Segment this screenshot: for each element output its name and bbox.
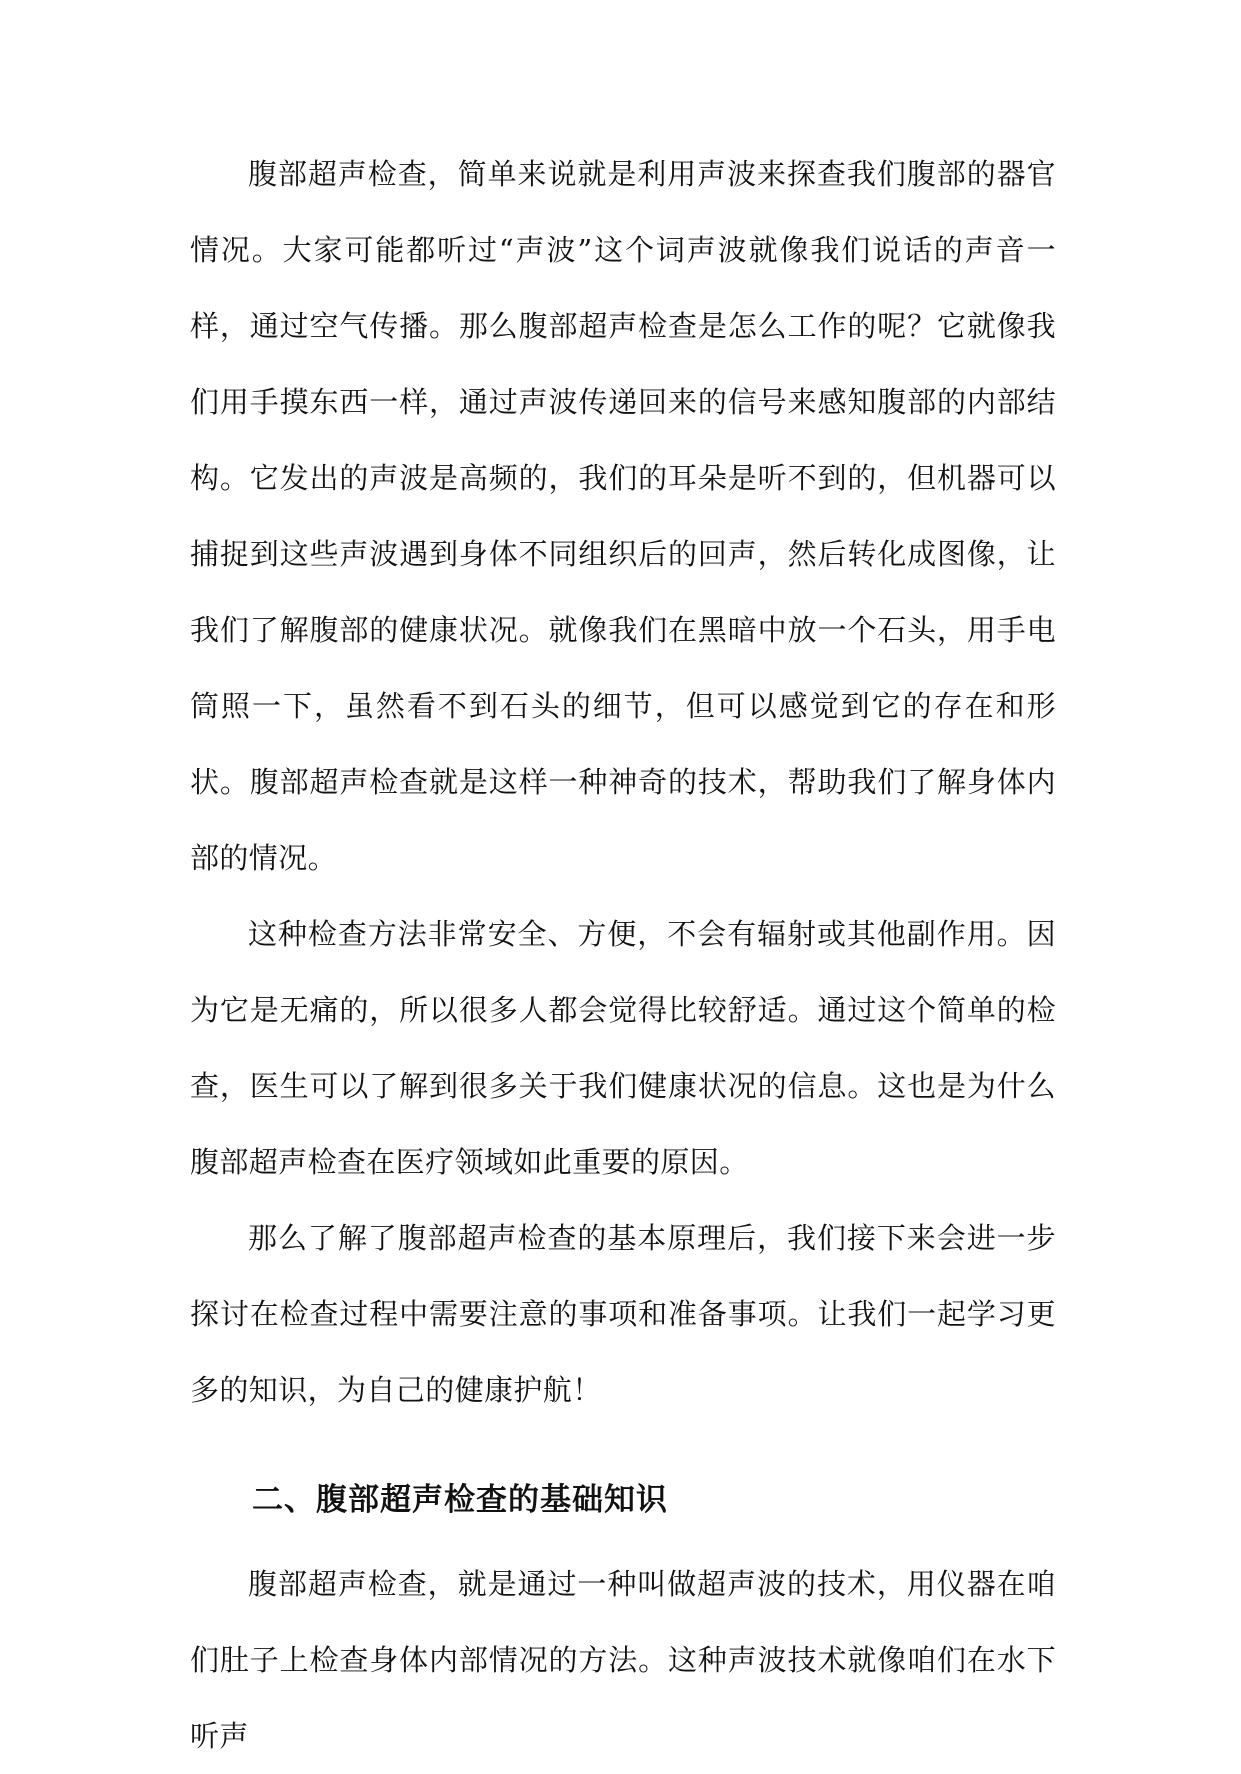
paragraph-intro-1: 腹部超声检查，简单来说就是利用声波来探查我们腹部的器官情况。大家可能都听过“声波”这个词声波就像我们说话的声音一样，通过空气传播。那么腹部超声检查是怎么工作的呢？它就像我们用手摸东西一样，通过声波传递回来的信号来感知腹部的内部结构。它发出的声波是高频的，我们的耳朵是听不到的，但机器可以捕捉到这些声波遇到身体不同组织后的回声，然后转化成图像，让我们了解腹部的健康状况。就像我们在黑暗中放一个石头，用手电筒照一下，虽然看不到石头的细节，但可以感觉到它的存在和形状。腹部超声检查就是这样一种神奇的技术，帮助我们了解身体内部的情况。 bbox=[190, 157, 1056, 875]
paragraph-intro-3: 那么了解了腹部超声检查的基本原理后，我们接下来会进一步探讨在检查过程中需要注意的事项和准备事项。让我们一起学习更多的知识，为自己的健康护航！ bbox=[190, 1221, 1056, 1407]
paragraph-intro-2: 这种检查方法非常安全、方便，不会有辐射或其他副作用。因为它是无痛的，所以很多人都会觉得比较舒适。通过这个简单的检查，医生可以了解到很多关于我们健康状况的信息。这也是为什么腹部超声检查在医疗领域如此重要的原因。 bbox=[190, 917, 1056, 1179]
document-page bbox=[190, 136, 1056, 1774]
paragraph-section-1: 腹部超声检查，就是通过一种叫做超声波的技术，用仪器在咱们肚子上检查身体内部情况的方法。这种声波技术就像咱们在水下听声 bbox=[190, 1567, 1056, 1753]
section-heading: 二、腹部超声检查的基础知识 bbox=[252, 1482, 668, 1518]
